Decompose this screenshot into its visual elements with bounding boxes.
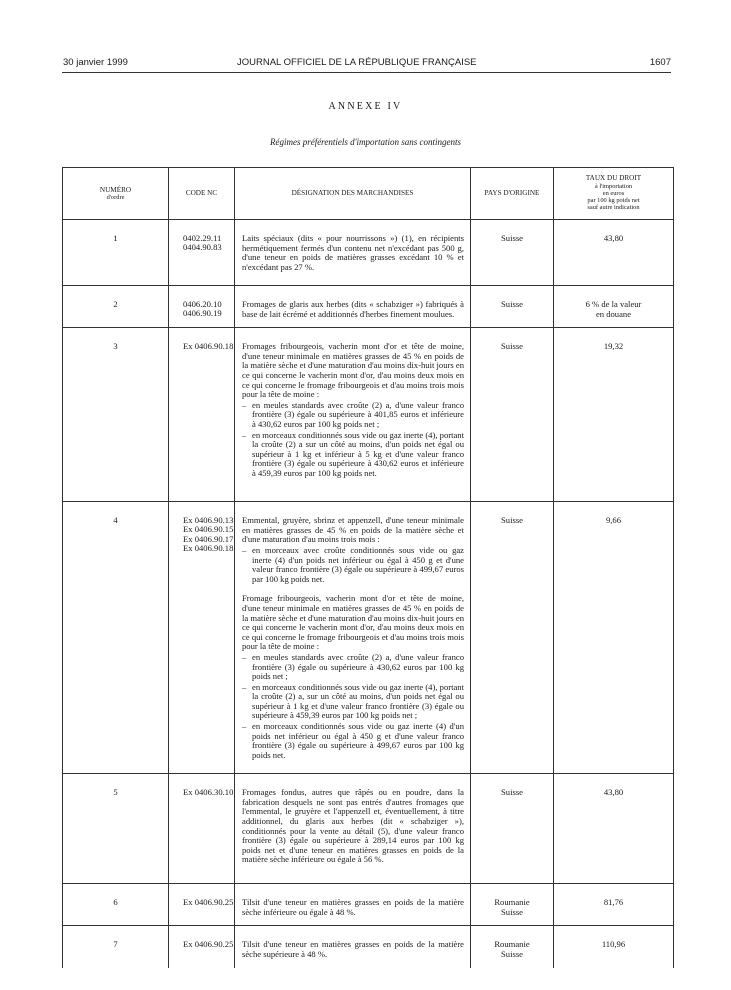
- cell-pays-origine: [471, 220, 554, 286]
- designation-bullet: – en morceaux conditionnés sous vide ou gaz inerte (4), portant la croûte (2) a, sur un côté au moins, d'un poids net égal ou supérieur à 1 kg et d'une valeur franco frontière (3) égale ou supérieure à 459,39 euros par 100 kg poids net ;: [242, 683, 464, 721]
- header-page-number: 1607: [649, 57, 671, 68]
- cell-numero: 7: [63, 926, 169, 968]
- column-header-taux-line: à l'importation: [594, 182, 633, 190]
- cell-code-nc: [169, 328, 235, 502]
- cell-designation: [235, 884, 471, 926]
- code-nc-value: Ex 0406.90.13: [183, 515, 234, 526]
- cell-numero: 6: [63, 884, 169, 926]
- pays-value: Suisse: [501, 906, 523, 917]
- cell-numero: 4: [63, 502, 169, 774]
- designation-paragraph: Emmental, gruyère, sbrinz et appenzell, d'une teneur minimale en matières grasses de 45 % en poids de la matière sèche et d'une maturation d'au moins trois mois :: [242, 515, 464, 545]
- cell-numero: 5: [63, 774, 169, 884]
- annexe-title: ANNEXE IV: [328, 101, 403, 112]
- designation-bullet: – en morceaux conditionnés sous vide ou gaz inerte (4), portant la croûte (2) a sur un côté au moins, d'un poids net égal ou supérieur à 1 kg et inférieur à 5 kg et d'une valeur franco frontière (3) égale ou supérieure à 430,62 euros et inférieure à 459,39 euros par 100 kg poids net.: [242, 431, 464, 479]
- designation-bullet: – en morceaux conditionnés sous vide ou gaz inerte (4) d'un poids net inférieur ou égal à 450 g et d'une valeur franco frontière (3) égale ou supérieure à 499,67 euros par 100 kg poids net.: [242, 722, 464, 760]
- designation-bullet: – en morceaux avec croûte conditionnés sous vide ou gaz inerte (4) d'un poids net inférieur ou égal à 450 g et d'une valeur franco frontière (3) égale ou supérieure à 499,67 euros par 100 kg poids net.: [242, 546, 464, 584]
- pays-value: Suisse: [501, 787, 523, 798]
- pays-value: Suisse: [501, 515, 523, 526]
- cell-pays-origine: [471, 328, 554, 502]
- cell-numero: 1: [63, 220, 169, 286]
- cell-designation: [235, 502, 471, 774]
- table-row: [63, 502, 674, 774]
- cell-numero: 3: [63, 328, 169, 502]
- column-header-taux-line: TAUX DU DROIT: [585, 174, 642, 183]
- taux-value: 9,66: [605, 515, 622, 526]
- pays-value: Roumanie: [494, 897, 530, 908]
- cell-pays-origine: [471, 286, 554, 328]
- column-header-taux-line: en euros: [602, 189, 625, 197]
- table-body: [63, 220, 674, 968]
- column-header-taux-line: sauf autre indication: [587, 204, 640, 212]
- cell-designation: [235, 220, 471, 286]
- code-nc-value: 0406.90.19: [183, 308, 222, 319]
- pays-value: Suisse: [501, 948, 523, 959]
- column-header-taux: [554, 168, 674, 220]
- cell-designation: [235, 774, 471, 884]
- column-header-taux-line: par 100 kg poids net: [587, 197, 640, 205]
- header-date: 30 janvier 1999: [63, 57, 128, 68]
- pays-value: Suisse: [501, 341, 523, 352]
- table-row: [63, 926, 674, 968]
- designation-paragraph: Laits spéciaux (dits « pour nourrissons ») (1), en récipients hermétiquement fermés d'un contenu net n'excédant pas 500 g, d'une teneur en poids de matières grasses excédant 10 % et n'excédant pas 27 %.: [242, 233, 464, 272]
- code-nc-value: Ex 0406.90.17: [183, 533, 234, 544]
- annexe-subtitle: Régimes préférentiels d'importation sans contingents: [269, 137, 462, 147]
- cell-code-nc: [169, 884, 235, 926]
- table-header-row: [63, 168, 674, 220]
- column-header-numero-label: NUMÉRO: [99, 185, 132, 194]
- code-nc-value: Ex 0406.90.25: [183, 897, 234, 908]
- code-nc-value: 0404.90.83: [183, 242, 222, 253]
- code-nc-value: Ex 0406.90.25: [183, 939, 234, 950]
- cell-taux-droit: [554, 926, 674, 968]
- tariff-table: [62, 167, 674, 968]
- column-header-numero: [63, 168, 169, 220]
- cell-pays-origine: [471, 926, 554, 968]
- designation-paragraph: Fromages fribourgeois, vacherin mont d'or et tête de moine, d'une teneur minimale en matières grasses de 45 % en poids de la matière sèche et d'une maturation d'au moins dix-huit jours en ce qui concerne le vacherin mont d'or, d'au moins deux mois en ce qui concerne le fromage fribourgeois et d'au moins trois mois pour la tête de moine :: [242, 341, 464, 400]
- code-nc-value: Ex 0406.90.15: [183, 524, 234, 535]
- pays-value: Suisse: [501, 233, 523, 243]
- taux-value: 110,96: [601, 939, 626, 950]
- taux-value: 19,32: [603, 341, 624, 352]
- cell-code-nc: [169, 220, 235, 286]
- designation-paragraph: Fromages de glaris aux herbes (dits « schabziger ») fabriqués à base de lait écrémé et additionnés d'herbes finement moulues.: [242, 299, 464, 319]
- code-nc-value: Ex 0406.30.10: [183, 787, 234, 798]
- taux-value: 81,76: [603, 897, 624, 908]
- cell-taux-droit: [554, 286, 674, 328]
- cell-taux-droit: [554, 884, 674, 926]
- table-row: [63, 884, 674, 926]
- header-rule: [62, 72, 671, 73]
- cell-pays-origine: [471, 884, 554, 926]
- cell-designation: [235, 286, 471, 328]
- code-nc-value: 0402.29.11: [183, 233, 222, 243]
- code-nc-value: Ex 0406.90.18: [183, 341, 234, 352]
- designation-paragraph: Fromages fondus, autres que râpés ou en poudre, dans la fabrication desquels ne sont pas entrés d'autres fromages que l'emmental, le gruyère et l'appenzell et, éventuellement, à titre additionnel, du glaris aux herbes (dit « schabziger »), conditionnés pour la vente au détail (5), d'une valeur franco frontière (3) égale ou supérieure à 289,14 euros par 100 kg poids net et d'une teneur en matières grasses en poids de la matière sèche inférieure ou égale à 56 %.: [242, 787, 464, 865]
- column-header-designation: DÉSIGNATION DES MARCHANDISES: [235, 168, 471, 220]
- cell-numero: 2: [63, 286, 169, 328]
- column-header-pays: PAYS D'ORIGINE: [471, 168, 554, 220]
- column-header-code: CODE NC: [169, 168, 235, 220]
- taux-value: 6 % de la valeur: [585, 299, 642, 309]
- cell-taux-droit: [554, 774, 674, 884]
- cell-code-nc: [169, 286, 235, 328]
- table-row: [63, 774, 674, 884]
- cell-taux-droit: [554, 220, 674, 286]
- cell-taux-droit: [554, 328, 674, 502]
- designation-bullet: – en meules standards avec croûte (2) a, d'une valeur franco frontière (3) égale ou supérieure à 401,85 euros et inférieure à 430,62 euros par 100 kg poids net ;: [242, 401, 464, 430]
- header-journal-title: JOURNAL OFFICIEL DE LA RÉPUBLIQUE FRANÇAISE: [237, 57, 477, 68]
- pays-value: Suisse: [501, 299, 523, 309]
- designation-bullet: – en meules standards avec croûte (2) a, d'une valeur franco frontière (3) égale ou supérieure à 430,62 euros par 100 kg poids net ;: [242, 653, 464, 682]
- table-row: [63, 328, 674, 502]
- pays-value: Roumanie: [494, 939, 530, 950]
- code-nc-value: 0406.20.10: [183, 299, 222, 309]
- cell-pays-origine: [471, 774, 554, 884]
- designation-paragraph: Tilsit d'une teneur en matières grasses en poids de la matière sèche inférieure ou égale à 48 %.: [242, 897, 464, 917]
- cell-code-nc: [169, 502, 235, 774]
- taux-value: en douane: [595, 308, 632, 319]
- table-row: [63, 286, 674, 328]
- taux-value: 43,80: [603, 787, 624, 798]
- cell-designation: [235, 328, 471, 502]
- cell-designation: [235, 926, 471, 968]
- cell-pays-origine: [471, 502, 554, 774]
- column-header-numero-sub: d'ordre: [106, 194, 125, 202]
- code-nc-value: Ex 0406.90.18: [183, 542, 234, 553]
- cell-taux-droit: [554, 502, 674, 774]
- table-row: [63, 220, 674, 286]
- cell-code-nc: [169, 774, 235, 884]
- cell-code-nc: [169, 926, 235, 968]
- designation-paragraph: Tilsit d'une teneur en matières grasses en poids de la matière sèche supérieure à 48 %.: [242, 939, 464, 959]
- designation-paragraph: Fromage fribourgeois, vacherin mont d'or et tête de moine, d'une teneur minimale en matières grasses de 45 % en poids de la matière sèche et d'une maturation d'au moins dix-huit jours en ce qui concerne le vacherin mont d'or, d'au moins deux mois en ce qui concerne le fromage fribourgeois et d'au moins trois mois pour la tête de moine :: [242, 593, 464, 652]
- taux-value: 43,80: [603, 233, 624, 243]
